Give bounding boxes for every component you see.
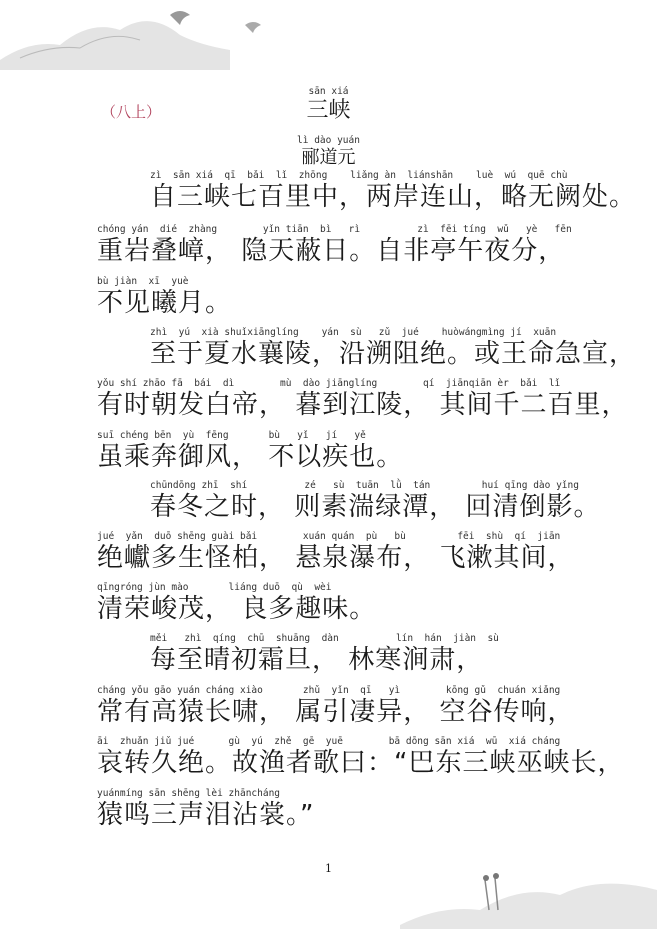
line-text: 猿鸣三声泪沾裳。” — [97, 800, 315, 830]
text-line — [150, 633, 499, 675]
line-pinyin: qīngróng jùn mào liáng duō qù wèi — [97, 582, 332, 593]
text-line — [97, 276, 232, 318]
line-text: 常有高猿长啸， 属引凄异， 空谷传响， — [97, 697, 575, 727]
line-text: 春冬之时， 则素湍绿潭， 回清倒影。 — [150, 492, 601, 522]
text-line — [97, 788, 314, 830]
line-pinyin: yǒu shí zhāo fā bái dì mù dào jiānglíng qí jiānqiān èr bǎi lǐ — [97, 378, 561, 389]
line-pinyin: chūndōng zhī shí zé sù tuān lǜ tán huí qīng dào yǐng — [150, 480, 579, 491]
title-pinyin: sān xiá — [308, 86, 349, 97]
mountain-crane-decoration-top — [0, 0, 300, 70]
line-text: 哀转久绝。故渔者歌曰：“巴东三峡巫峡长， — [97, 748, 625, 778]
line-pinyin: měi zhì qíng chū shuāng dàn lín hán jiàn sù — [150, 633, 499, 644]
line-text: 重岩叠嶂， 隐天蔽日。自非亭午夜分， — [97, 236, 566, 266]
line-pinyin: jué yǎn duō shēng guài bǎi xuán quán pù bù fēi shù qí jiān — [97, 531, 561, 542]
text-line — [97, 224, 572, 266]
line-text: 虽乘奔御风， 不以疾也。 — [97, 442, 404, 472]
line-pinyin: cháng yǒu gāo yuán cháng xiào zhǔ yǐn qī yì kōng gǔ chuán xiǎng — [97, 685, 561, 696]
text-line — [150, 170, 636, 212]
author-pinyin: lì dào yuán — [297, 135, 360, 146]
line-text: 自三峡七百里中，两岸连山，略无阙处。 — [150, 182, 637, 212]
page-title: 三峡 — [306, 98, 351, 123]
line-pinyin: bù jiàn xī yuè — [97, 276, 189, 287]
line-pinyin: zhì yú xià shuǐxiānglíng yán sù zǔ jué huòwángmìng jí xuān — [150, 327, 557, 338]
line-text: 至于夏水襄陵，沿溯阻绝。或王命急宣， — [150, 339, 637, 369]
line-text: 清荣峻茂， 良多趣味。 — [97, 594, 377, 624]
line-text: 有时朝发白帝， 暮到江陵， 其间千二百里， — [97, 390, 629, 420]
line-pinyin: zì sān xiá qī bǎi lǐ zhōng liǎng àn liánshān luè wú quē chù — [150, 170, 568, 181]
line-pinyin: āi zhuǎn jiǔ jué gù yú zhě gē yuē bā dōng sān xiá wū xiá cháng — [97, 736, 561, 747]
text-line — [97, 685, 575, 727]
title-block — [0, 86, 657, 124]
text-line — [97, 531, 575, 573]
grade-label: （八上） — [101, 103, 162, 121]
line-text: 绝巘多生怪柏， 悬泉瀑布， 飞漱其间， — [97, 543, 575, 573]
text-line — [97, 378, 629, 420]
text-line — [97, 736, 624, 778]
text-line — [97, 430, 403, 472]
line-pinyin: suī chéng bēn yù fēng bù yǐ jí yě — [97, 430, 366, 441]
line-pinyin: yuánmíng sān shēng lèi zhāncháng — [97, 788, 281, 799]
author-name: 郦道元 — [301, 147, 356, 168]
line-text: 每至晴初霜旦， 林寒涧肃， — [150, 645, 484, 675]
text-line — [97, 582, 376, 624]
line-text: 不见曦月。 — [97, 288, 233, 318]
line-pinyin: chóng yán dié zhàng yǐn tiān bì rì zì fēi tíng wǔ yè fēn — [97, 224, 572, 235]
text-line — [150, 327, 636, 369]
page-number: 1 — [325, 862, 332, 875]
author-block — [0, 135, 657, 169]
text-line — [150, 480, 601, 522]
